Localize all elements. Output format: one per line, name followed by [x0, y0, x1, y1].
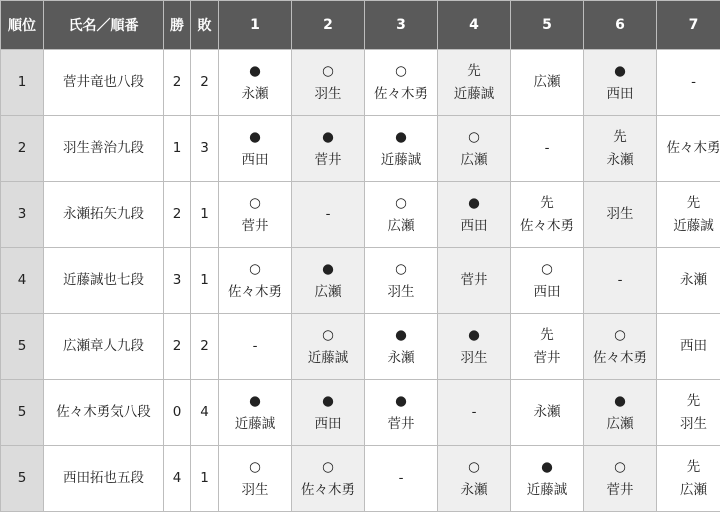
- rank-cell: 4: [1, 248, 44, 314]
- opponent-name: 近藤誠: [380, 151, 422, 168]
- opponent-name: 近藤誠: [307, 349, 349, 366]
- opponent-name: -: [691, 74, 696, 90]
- round-cell: [511, 446, 584, 512]
- header-round-6: 6: [584, 1, 657, 50]
- round-cell: [219, 380, 292, 446]
- opponent-name: 近藤誠: [526, 481, 568, 498]
- result-mark: ○: [249, 260, 261, 277]
- rank-cell: 1: [1, 50, 44, 116]
- opponent-name: 近藤誠: [234, 415, 276, 432]
- result-mark: ○: [395, 194, 407, 211]
- player-name-cell: 佐々木勇気八段: [44, 380, 164, 446]
- result-mark: 先: [540, 326, 554, 343]
- player-name-cell: 菅井竜也八段: [44, 50, 164, 116]
- result-mark: ●: [249, 128, 261, 145]
- round-cell: [438, 182, 511, 248]
- round-cell: [511, 314, 584, 380]
- opponent-name: 西田: [314, 415, 342, 432]
- round-cell: [584, 446, 657, 512]
- round-cell: [438, 248, 511, 314]
- result-mark: ○: [322, 326, 334, 343]
- round-cell: [365, 182, 438, 248]
- opponent-name: 広瀬: [460, 151, 488, 168]
- round-cell: [657, 248, 720, 314]
- wins-cell: 2: [164, 314, 191, 380]
- table-row: [1, 314, 720, 380]
- opponent-name: 佐々木勇: [228, 283, 282, 300]
- rank-cell: 5: [1, 314, 44, 380]
- round-cell: [657, 182, 720, 248]
- opponent-name: 菅井: [533, 349, 561, 366]
- opponent-name: 西田: [533, 283, 561, 300]
- opponent-name: -: [471, 404, 477, 420]
- header-row: [1, 1, 720, 50]
- rank-cell: 5: [1, 446, 44, 512]
- round-cell: [292, 446, 365, 512]
- result-mark: ○: [614, 458, 626, 475]
- result-mark: ○: [541, 260, 553, 277]
- round-cell: [584, 380, 657, 446]
- round-cell: [584, 248, 657, 314]
- result-mark: ○: [322, 62, 334, 79]
- opponent-name: 羽生: [606, 206, 634, 222]
- round-cell: [438, 446, 511, 512]
- round-cell: [292, 380, 365, 446]
- opponent-name: 永瀬: [606, 151, 634, 168]
- result-mark: ○: [249, 194, 261, 211]
- result-mark: ●: [322, 128, 334, 145]
- opponent-name: 菅井: [606, 481, 634, 498]
- player-name-cell: 広瀬章人九段: [44, 314, 164, 380]
- header-rank: 順位: [1, 1, 44, 50]
- losses-cell: 3: [191, 116, 219, 182]
- wins-cell: 2: [164, 182, 191, 248]
- losses-cell: 2: [191, 50, 219, 116]
- opponent-name: 西田: [241, 151, 269, 168]
- result-mark: 先: [686, 392, 701, 409]
- round-cell: [365, 446, 438, 512]
- round-cell: [511, 182, 584, 248]
- opponent-name: 近藤誠: [673, 217, 714, 234]
- result-mark: ○: [468, 458, 480, 475]
- round-cell: [292, 182, 365, 248]
- opponent-name: 広瀬: [314, 283, 342, 300]
- opponent-name: 羽生: [387, 283, 415, 300]
- opponent-name: 菅井: [314, 151, 342, 168]
- opponent-name: 永瀬: [533, 404, 561, 420]
- round-cell: [219, 248, 292, 314]
- opponent-name: 菅井: [460, 272, 488, 288]
- rank-cell: 5: [1, 380, 44, 446]
- round-cell: [365, 50, 438, 116]
- round-cell: [657, 446, 720, 512]
- result-mark: ○: [249, 458, 261, 475]
- losses-cell: 4: [191, 380, 219, 446]
- result-mark: ●: [395, 392, 407, 409]
- opponent-name: 近藤誠: [453, 85, 495, 102]
- table-row: [1, 446, 720, 512]
- table-row: [1, 116, 720, 182]
- player-name-cell: 近藤誠也七段: [44, 248, 164, 314]
- opponent-name: 佐々木勇: [593, 349, 647, 366]
- opponent-name: 佐々木勇: [666, 140, 720, 156]
- opponent-name: 永瀬: [387, 349, 415, 366]
- opponent-name: 羽生: [241, 481, 269, 498]
- round-cell: [365, 314, 438, 380]
- opponent-name: 菅井: [241, 217, 269, 234]
- header-round-7: 7: [657, 1, 720, 50]
- opponent-name: 羽生: [680, 415, 707, 432]
- round-cell: [292, 116, 365, 182]
- opponent-name: 佐々木勇: [520, 217, 574, 234]
- round-cell: [438, 116, 511, 182]
- wins-cell: 4: [164, 446, 191, 512]
- table-row: [1, 50, 720, 116]
- round-cell: [657, 50, 720, 116]
- losses-cell: 1: [191, 182, 219, 248]
- round-cell: [657, 116, 720, 182]
- opponent-name: 広瀬: [533, 74, 561, 90]
- round-cell: [511, 116, 584, 182]
- opponent-name: 菅井: [387, 415, 415, 432]
- result-mark: 先: [686, 194, 701, 211]
- losses-cell: 1: [191, 446, 219, 512]
- round-cell: [511, 50, 584, 116]
- opponent-name: -: [398, 470, 404, 486]
- round-cell: [219, 446, 292, 512]
- result-mark: 先: [613, 128, 627, 145]
- opponent-name: 羽生: [460, 349, 488, 366]
- result-mark: 先: [540, 194, 554, 211]
- opponent-name: 佐々木勇: [301, 481, 355, 498]
- header-round-3: 3: [365, 1, 438, 50]
- round-cell: [511, 380, 584, 446]
- header-wins: 勝: [164, 1, 191, 50]
- header-losses: 敗: [191, 1, 219, 50]
- table-row: [1, 182, 720, 248]
- result-mark: ●: [541, 458, 553, 475]
- round-cell: [219, 50, 292, 116]
- result-mark: ○: [395, 62, 407, 79]
- round-cell: [219, 182, 292, 248]
- result-mark: ●: [322, 392, 334, 409]
- round-cell: [365, 248, 438, 314]
- opponent-name: 西田: [680, 338, 707, 354]
- result-mark: ●: [322, 260, 334, 277]
- result-mark: ●: [395, 326, 407, 343]
- wins-cell: 2: [164, 50, 191, 116]
- round-cell: [584, 116, 657, 182]
- result-mark: ●: [614, 392, 626, 409]
- wins-cell: 0: [164, 380, 191, 446]
- table-row: [1, 248, 720, 314]
- header-round-5: 5: [511, 1, 584, 50]
- round-cell: [657, 314, 720, 380]
- result-mark: ●: [395, 128, 407, 145]
- wins-cell: 3: [164, 248, 191, 314]
- round-cell: [657, 380, 720, 446]
- losses-cell: 1: [191, 248, 219, 314]
- result-mark: 先: [686, 458, 701, 475]
- result-mark: ●: [468, 194, 480, 211]
- opponent-name: 広瀬: [606, 415, 634, 432]
- header-round-1: 1: [219, 1, 292, 50]
- round-cell: [584, 50, 657, 116]
- result-mark: ●: [614, 62, 626, 79]
- player-name-cell: 永瀬拓矢九段: [44, 182, 164, 248]
- opponent-name: -: [325, 206, 331, 222]
- rank-cell: 2: [1, 116, 44, 182]
- player-name-cell: 西田拓也五段: [44, 446, 164, 512]
- result-mark: ●: [249, 62, 261, 79]
- round-cell: [438, 314, 511, 380]
- opponent-name: 広瀬: [387, 217, 415, 234]
- opponent-name: 永瀬: [460, 481, 488, 498]
- round-cell: [292, 314, 365, 380]
- header-round-2: 2: [292, 1, 365, 50]
- player-name-cell: 羽生善治九段: [44, 116, 164, 182]
- opponent-name: 佐々木勇: [374, 85, 428, 102]
- result-mark: ○: [468, 128, 480, 145]
- result-mark: ●: [249, 392, 261, 409]
- opponent-name: -: [252, 338, 258, 354]
- rank-cell: 3: [1, 182, 44, 248]
- wins-cell: 1: [164, 116, 191, 182]
- round-cell: [219, 116, 292, 182]
- opponent-name: 永瀬: [680, 272, 707, 288]
- header-name: 氏名／順番: [44, 1, 164, 50]
- round-cell: [292, 50, 365, 116]
- round-cell: [584, 182, 657, 248]
- opponent-name: 広瀬: [680, 481, 707, 498]
- header-round-4: 4: [438, 1, 511, 50]
- result-mark: ○: [614, 326, 626, 343]
- table-row: [1, 380, 720, 446]
- opponent-name: 羽生: [314, 85, 342, 102]
- opponent-name: 西田: [606, 85, 634, 102]
- round-cell: [438, 380, 511, 446]
- round-cell: [292, 248, 365, 314]
- result-mark: ○: [322, 458, 334, 475]
- opponent-name: -: [544, 140, 550, 156]
- round-cell: [438, 50, 511, 116]
- round-cell: [365, 380, 438, 446]
- round-cell: [584, 314, 657, 380]
- result-mark: ●: [468, 326, 480, 343]
- result-mark: 先: [467, 62, 481, 79]
- round-cell: [365, 116, 438, 182]
- opponent-name: -: [617, 272, 623, 288]
- round-cell: [511, 248, 584, 314]
- result-mark: ○: [395, 260, 407, 277]
- losses-cell: 2: [191, 314, 219, 380]
- opponent-name: 永瀬: [241, 85, 269, 102]
- round-cell: [219, 314, 292, 380]
- opponent-name: 西田: [460, 217, 488, 234]
